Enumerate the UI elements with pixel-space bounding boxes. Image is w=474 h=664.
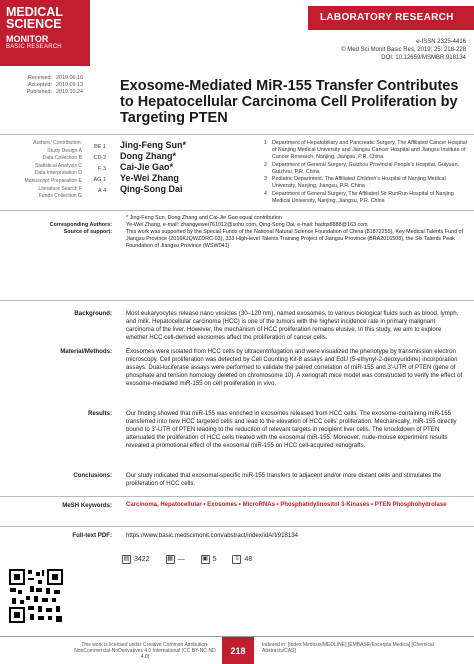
contribution-label: Data Collection B <box>42 155 82 162</box>
table-count <box>166 555 185 564</box>
published-value: 2019.10.24 <box>56 89 83 95</box>
affiliation-text: Department of General Surgery, The Affiliated Sir RunRun Hospital of Nanjing Medical University, Nanjing, Jiangsu, P.R. China <box>272 191 454 205</box>
license-text: This work is licensed under Creative Common Attribution-NonCommercial-NoDerivatives 4.0 International (CC BY-NC-ND 4.0) <box>74 642 216 660</box>
word-count-value: 3422 <box>134 556 150 563</box>
received-label: Received: <box>28 75 52 81</box>
affiliation-number: 3 <box>264 176 267 183</box>
background-text: Most eukaryocytes release nano vesicles (30–120 nm), named exosomes, to various biological fluids such as blood, lymph, and milk. Hepatocellular carcinoma (HCC) is one of the tumors with the highest incidence rate in primary malignant carcinoma of the liver. However, the mechanism of HCC proliferation remains elusive. In this study, we aim to explore whether HCC cell-derived exosomes affect the proliferation of cancer cells. <box>126 310 459 341</box>
affiliation-number: 2 <box>264 161 267 168</box>
doi: DOI: 10.12659/MSMBR.918134 <box>381 55 466 61</box>
author-name: Ye-Wei Zhang <box>120 173 179 183</box>
results-section <box>8 410 464 450</box>
corresponding-value: Ye-Wei Zhang, e-mail: zhangyewei761012@sohu.com, Qing-Song Dai, e-mail: hadqs8888@163.com <box>126 222 368 229</box>
fulltext-label: Full-text PDF: <box>72 532 112 539</box>
methods-section <box>8 348 464 388</box>
affiliation <box>264 176 468 190</box>
contribution-label: Funds Collection G <box>38 193 82 200</box>
accepted-value: 2019.09.13 <box>56 82 83 88</box>
journal-meta <box>341 38 466 62</box>
figure-count <box>201 555 217 564</box>
accepted-label: Accepted: <box>28 82 52 88</box>
table-count-value: — <box>177 556 185 563</box>
divider <box>0 210 474 211</box>
contribution-label: Authors' Contribution: <box>33 140 82 146</box>
mesh-keywords: Carcinoma, Hepatocellular • Exosomes • MicroRNAs • Phosphatidylinositol 3-Kinases • PTEN Phosphohydrolase <box>126 502 447 508</box>
fulltext-link[interactable]: https://www.basic.medscimonit.com/abstract/index/idArt/918134 <box>126 532 299 539</box>
divider <box>0 526 474 527</box>
reference-count <box>232 555 252 564</box>
conclusions-label: Conclusions: <box>73 472 112 479</box>
author-mark: AG 1 <box>93 177 106 183</box>
author-mark: BE 1 <box>94 144 106 150</box>
fulltext-section <box>8 532 464 540</box>
conclusions-text: Our study indicated that exosomal-specific miR-155 transfers to adjacent and/or more distant cells and stimulates the proliferation of HCC cells. <box>126 472 442 487</box>
table-icon: ▦ <box>167 556 173 562</box>
background-label: Background: <box>74 310 112 317</box>
divider <box>0 134 474 135</box>
document-icon: ▤ <box>123 556 130 562</box>
contribution-label: Manuscript Preparation E <box>24 177 82 184</box>
author-mark: A 4 <box>98 188 106 194</box>
journal-logo <box>0 0 90 66</box>
contribution-label: Study Design A <box>47 147 82 154</box>
author-name: Qing-Song Dai <box>120 184 183 194</box>
author-list <box>120 140 270 195</box>
equal-contribution-note: * Jing-Feng Sun, Dong Zhang and Cai-Jie Gao equal contribution <box>126 215 282 221</box>
figure-count-value: 5 <box>212 556 217 563</box>
affiliation-text: Department of General Surgery, Guizhou Provincial People's Hospital, Guiyuan, Guizhou, P.R. China <box>272 161 459 175</box>
logo-line2: SCIENCE <box>6 17 62 31</box>
logo-line4: BASIC RESEARCH <box>6 44 62 50</box>
results-text: Our finding showed that miR-155 was enriched in exosomes released from HCC cells. The exosome-containing miR-155 transferred into new HCC targeted cells and lead to the elevation of HCC cells' proliferation. Mechanically, miR-155 directly bound to 3'-UTR of PTEN leading to the reduction of relevant targets in recipient liver cells. The knockdown of PTEN attenuated the proliferation of HCC cells treated with the exosomal miR-155. Moreover, nude-mouse experiment results revealed a promotional effect of the exosomal miR-155 on HCC cell-acquired xenografts. <box>126 410 457 449</box>
author-name: Cai-Jie Gao* <box>120 162 174 172</box>
author-mark: F 3 <box>98 166 106 172</box>
mesh-label: MeSH Keywords: <box>62 502 112 509</box>
affiliation-number: 4 <box>264 191 267 198</box>
corresponding-label: Corresponding Authors: <box>49 222 112 229</box>
support-value: This work was supported by the Special Funds of the National Natural Science Foundation of China (81872255), Key Medical Talents Fund of Jiangsu Province (2016KJQWZDRC-03), 333 High-level Talents Training Project of Jiangsu Province (BRA2016508), the Six Talents Peak Foundation of Jiangsu Province (WSW041) <box>126 229 464 250</box>
contribution-legend <box>12 140 82 201</box>
background-section <box>8 310 464 342</box>
logo-line3: MONITOR <box>6 34 49 44</box>
section-band: LABORATORY RESEARCH <box>308 6 474 30</box>
qr-code[interactable] <box>8 568 64 624</box>
affiliations <box>264 140 468 206</box>
contribution-label: Statistical Analysis C <box>35 162 82 169</box>
divider <box>0 496 474 497</box>
footer <box>0 636 474 664</box>
affiliation-text: Department of Hepatobiliary and Pancreatic Surgery, The Affiliated Cancer Hospital of Nanjing Medical University and Jiangsu Cancer Hospital and Jiangsu Institute of Cancer Research, Nanjing, Jiangsu, P.R. China <box>272 140 467 160</box>
history-dates <box>20 75 83 96</box>
contribution-label: Literature Search F <box>38 185 82 192</box>
image-icon: ▣ <box>202 556 208 562</box>
logo-line1: MEDICAL <box>6 5 63 19</box>
author-name: Jing-Feng Sun* <box>120 140 186 150</box>
mesh-section <box>8 502 464 510</box>
results-label: Results: <box>87 410 112 417</box>
author-mark: CD 2 <box>93 155 106 161</box>
citation: © Med Sci Monit Basic Res, 2019; 25: 218-228 <box>341 47 466 53</box>
received-value: 2019.06.16 <box>56 75 83 81</box>
article-stats <box>122 555 268 564</box>
affiliation <box>264 191 468 205</box>
affiliation-text: Pediatric Department, The Affiliated Children's Hospital of Nanjing Medical University, Nanjing, Jiangsu, P.R. China <box>272 176 446 190</box>
indexing-text: Indexed in: [Index Medicus/MEDLINE] [EMBASE/Excerpta Medica] [Chemical Abstracts/CAS] <box>262 642 434 654</box>
affiliation <box>264 162 468 176</box>
reference-icon: ≡ <box>232 555 241 564</box>
correspondence-block <box>8 215 464 250</box>
author-name: Dong Zhang* <box>120 151 176 161</box>
word-count <box>122 555 150 564</box>
affiliation-number: 1 <box>264 140 267 146</box>
reference-count-value: 48 <box>244 556 253 563</box>
header <box>0 0 474 70</box>
published-label: Published: <box>26 89 52 95</box>
contribution-label: Data Interpretation D <box>34 170 82 177</box>
article-title: Exosome-Mediated MiR-155 Transfer Contributes to Hepatocellular Carcinoma Cell Proliferation by Targeting PTEN <box>120 78 459 126</box>
methods-label: Material/Methods: <box>60 348 112 355</box>
support-label: Source of support: <box>63 229 112 236</box>
author-marks <box>88 142 106 197</box>
page-number: 218 <box>222 637 254 664</box>
methods-text: Exosomes were isolated from HCC cells by ultracentrifugation and were visualized the phenotype by transmission electron microscopy. Cell proliferation was detected by Cell Counting Kit-8 assays and EdU (5-ethynyl-2-deoxyuridine) incorporation assays. Dual-luciferase assays were performed to validate the paired correlation of miR-155 and 3'-UTR of PTEN (gene of phosphate and tension homology deleted on chromosome 10). A xenograft mice model was constructed to verify the effect of exosome-mediated miR-155 on cell proliferation in vivo. <box>126 348 463 387</box>
affiliation <box>264 140 468 161</box>
divider <box>0 300 474 301</box>
conclusions-section <box>8 472 464 488</box>
eissn: e-ISSN 2325-4416 <box>416 39 466 45</box>
